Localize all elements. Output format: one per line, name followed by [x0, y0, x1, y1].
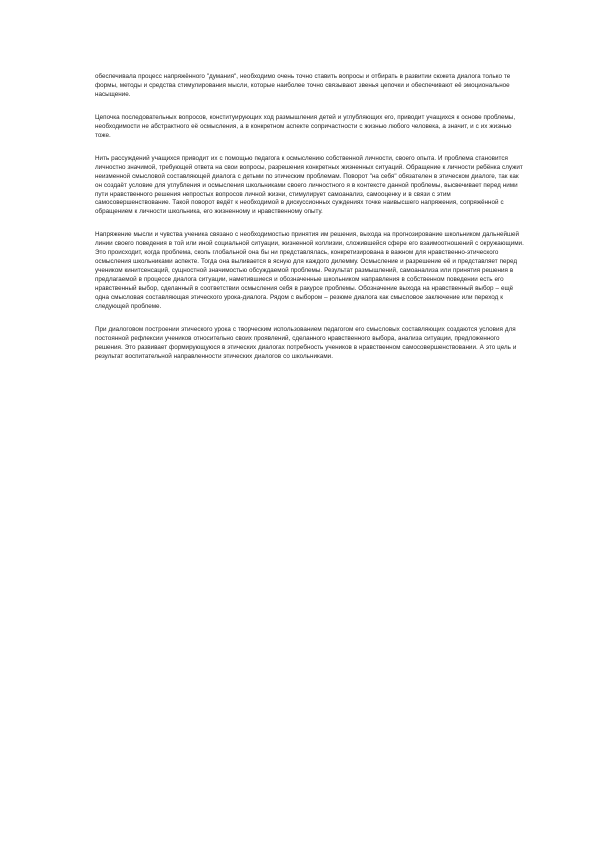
- paragraph-5: При диалоговом построении этического урока с творческим использованием педагогом его смысловых составляющих создаются условия для постоянной рефлексии учеников относительно своих проявлений, сделанного нравственного выбора, анализа ситуации, предложенного решения. Это развивает формирующуюся в этических диалогах потребность учеников в нравственном самосовершенствовании. А это цель и результат воспитательной направленности этических диалогов со школьниками.: [95, 325, 517, 360]
- paragraph-1: обеспечивала процесс напряжённого "думания", необходимо очень точно ставить вопросы и отбирать в развитии сюжета диалога только те формы, методы и средства стимулирования мысли, которые наиболее точно связывают звенья цепочки и обеспечивают её эмоциональное насыщение.: [95, 73, 511, 98]
- paragraph-2: Цепочка последовательных вопросов, конституирующих ход размышления детей и углубляющих его, приводит учащихся к основе проблемы, необходимости не абстрактного её осмысления, а в конкретном аспекте сопричастности с жизнью любого человека, а значит, и с их жизнью тоже.: [95, 113, 516, 139]
- text-column: [95, 73, 525, 362]
- paragraph-3: Нить рассуждений учащихся приводит их с помощью педагога к осмыслению собственной личности, своего опыта. И проблема становится личностно значимой, требующей ответа на свои вопросы, разрешения конкретных жизненных ситуаций. Обращение к личности ребёнка служит неизменной смысловой составляющей диалога с детьми по этическим проблемам. Поворот "на себя" обязателен в этическом диалоге, так как он создаёт условие для углубления и осмысления школьниками своего личностного я в контексте данной проблемы, высвечивает перед ними пути нравственного решения непростых вопросов личной жизни, стимулирует самоанализ, самооценку и в связи с этим самосовершенствование. Такой поворот ведёт к необходимой в дискуссионных суждениях точке наивысшего напряжения, сопряжённой с обращением к личности школьника, его жизненному и нравственному опыту.: [95, 154, 523, 216]
- paragraph-4: Напряжение мысли и чувства ученика связано с необходимостью принятия им решения, выхода на прогнозирование школьником дальнейшей линии своего поведения в той или иной социальной ситуации, жизненной коллизии, сложившейся сфере его взаимоотношений с окружающими. Это происходит, когда проблема, сколь глобальной она бы ни представлялась, конкретизирована в важном для нравственно-этического осмысления школьниками аспекте. Тогда она выливается в ясную для каждого дилемму. Осмысление и разрешение её и представляет перед учеником кинитсенсаций, сущностной значимостью обсуждаемой проблемы. Результат размышлений, самоанализа или принятия решения в предлагаемой в процессе диалога ситуации, наметившиеся и обозначенные школьником направления в собственном поведении есть его нравственный выбор, сделанный в соответствии осмысления себя в ракурсе проблемы. Обозначение выхода на нравственный выбор – ещё одна смысловая составляющая этического урока-диалога. Рядом с выбором – резюме диалога как смысловое заключение или переход к следующей проблеме.: [95, 231, 524, 311]
